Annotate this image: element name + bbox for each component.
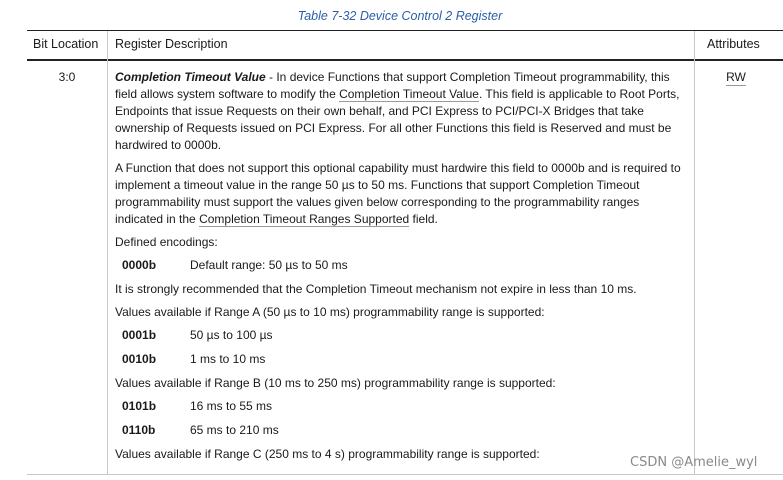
table-caption: Table 7-32 Device Control 2 Register [297, 9, 503, 23]
watermark: CSDN @Amelie_wyl [630, 455, 758, 470]
encoding-desc: 1 ms to 10 ms [190, 352, 266, 366]
header-bottom-rule [27, 59, 783, 61]
encoding-code: 0110b [122, 423, 156, 437]
encoding-code: 0010b [122, 352, 157, 366]
header-register-description: Register Description [115, 37, 228, 51]
encoding-desc: 65 ms to 210 ms [190, 423, 279, 437]
header-bit-location: Bit Location [33, 37, 99, 51]
attributes-value [695, 70, 777, 84]
header-attributes: Attributes [707, 37, 760, 51]
paragraph-text: - In device Functions that support Completion Timeout programmability, this field allows system software to modify the [115, 70, 670, 101]
bit-location-value: 3:0 [58, 70, 76, 84]
encoding-row [122, 257, 687, 274]
range-c-intro: Values available if Range C (250 ms to 4 s) programmability range is supported: [115, 447, 540, 461]
recommendation-text: It is strongly recommended that the Completion Timeout mechanism not expire in less than 10 ms. [115, 282, 637, 296]
attributes-link[interactable]: RW [726, 70, 746, 84]
encoding-code: 0001b [122, 328, 157, 342]
range-a-intro: Values available if Range A (50 µs to 10 ms) programmability range is supported: [115, 305, 545, 319]
paragraph-text: field. [409, 212, 438, 226]
encoding-desc: 50 µs to 100 µs [190, 328, 273, 342]
paragraph-text: A Function that does not support this optional capability must hardwire this field to 0000b and is required to implement a timeout value in the range 50 µs to 50 ms. Functions that support Completion Timeout programmability must support the values given below corresponding to the programmability ranges indicated in the [115, 161, 681, 226]
encoding-desc: Default range: 50 µs to 50 ms [190, 258, 348, 272]
column-divider-1 [107, 31, 108, 474]
paragraph-text: . This field is applicable to Root Ports, Endpoints that issue Requests on their own behalf, and PCI Express to PCI/PCI-X Bridges that take ownership of Requests issued on PCI Express. For all other Functions this field is Reserved and must be hardwired to 0000b. [115, 87, 680, 152]
encoding-desc: 16 ms to 55 ms [190, 399, 273, 413]
column-divider-2 [694, 31, 695, 474]
encoding-row [122, 398, 687, 415]
description-paragraph-2 [115, 160, 687, 228]
description-paragraph-1 [115, 69, 687, 154]
encoding-code: 0101b [122, 399, 157, 413]
defined-encodings-label: Defined encodings: [115, 235, 218, 249]
encoding-row [122, 351, 687, 368]
register-description [115, 69, 687, 469]
encoding-row [122, 422, 687, 439]
field-name: Completion Timeout Value [115, 70, 266, 84]
table-top-rule [27, 30, 783, 31]
table-bottom-rule [27, 474, 783, 475]
encoding-code: 0000b [122, 258, 157, 272]
completion-timeout-ranges-link[interactable]: Completion Timeout Ranges Supported [199, 212, 410, 226]
completion-timeout-value-link[interactable]: Completion Timeout Value [339, 87, 479, 101]
range-b-intro: Values available if Range B (10 ms to 250 ms) programmability range is supported: [115, 376, 556, 390]
encoding-row [122, 327, 687, 344]
